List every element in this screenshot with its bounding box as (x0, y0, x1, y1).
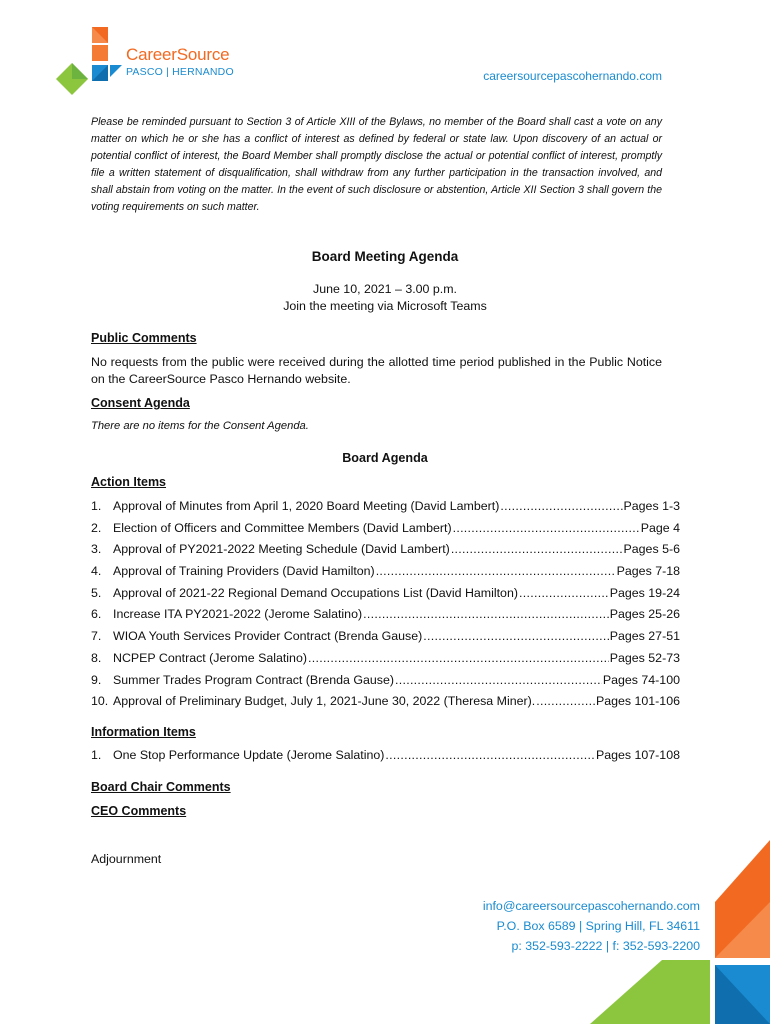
agenda-item (91, 629, 680, 651)
agenda-item-number: 1. (91, 499, 102, 513)
meeting-join-line: Join the meeting via Microsoft Teams (283, 299, 487, 313)
agenda-item-leader (363, 607, 609, 621)
agenda-item-leader (376, 564, 616, 578)
agenda-item-label: Approval of Training Providers (David Hamilton) (113, 564, 375, 579)
action-items-heading: Action Items (91, 475, 167, 489)
agenda-item-leader (423, 629, 608, 643)
agenda-item-leader (395, 673, 602, 687)
consent-agenda-text: There are no items for the Consent Agenda. (91, 420, 309, 432)
agenda-item-number: 5. (91, 585, 102, 600)
board-chair-comments-heading: Board Chair Comments (91, 780, 231, 794)
agenda-item-pages: Pages 7-18 (616, 564, 680, 579)
agenda-item-pages: Pages 5-6 (623, 542, 680, 557)
agenda-item-leader (308, 651, 609, 665)
ceo-comments-heading: CEO Comments (91, 804, 187, 818)
agenda-item-number: 3. (91, 542, 102, 557)
footer-address: P.O. Box 6589 | Spring Hill, FL 34611 (496, 919, 700, 933)
agenda-item (91, 673, 680, 695)
agenda-item-leader (519, 586, 609, 600)
agenda-item-label: WIOA Youth Services Provider Contract (Brenda Gause) (113, 629, 423, 644)
agenda-item-pages: Pages 1-3 (623, 499, 680, 513)
agenda-item-label: One Stop Performance Update (Jerome Salatino) (113, 748, 385, 762)
logo (56, 25, 256, 100)
agenda-item (91, 564, 680, 586)
board-agenda-title: Board Agenda (342, 451, 428, 465)
agenda-item-pages: Pages 27-51 (609, 629, 680, 644)
agenda-item-label: NCPEP Contract (Jerome Salatino) (113, 650, 307, 665)
agenda-item-pages: Pages 101-106 (595, 694, 680, 709)
meeting-date: June 10, 2021 – 3.00 p.m. (313, 282, 457, 296)
agenda-item-leader (385, 748, 595, 762)
agenda-item-label: Approval of PY2021-2022 Meeting Schedule (David Lambert) (113, 542, 450, 557)
agenda-item (91, 521, 680, 543)
public-comments-heading: Public Comments (91, 331, 197, 345)
agenda-item-label: Approval of Minutes from April 1, 2020 Board Meeting (David Lambert) (113, 499, 500, 513)
agenda-item-leader (451, 542, 623, 556)
agenda-item (91, 499, 680, 521)
logo-sub-text: PASCO | HERNANDO (126, 66, 234, 78)
information-items-list (91, 748, 680, 770)
action-items-list (91, 499, 680, 716)
agenda-item (91, 542, 680, 564)
consent-agenda-heading: Consent Agenda (91, 396, 190, 410)
agenda-item-number: 1. (91, 748, 102, 762)
agenda-item-label: Approval of Preliminary Budget, July 1, 2021-June 30, 2022 (Theresa Miner). (113, 694, 536, 709)
adjournment: Adjournment (91, 852, 162, 866)
agenda-item-number: 8. (91, 650, 102, 665)
agenda-item-pages: Pages 25-26 (609, 607, 680, 622)
agenda-item (91, 651, 680, 673)
agenda-item-number: 9. (91, 672, 102, 687)
footer-email[interactable]: info@careersourcepascohernando.com (482, 899, 700, 913)
agenda-item-label: Election of Officers and Committee Members (David Lambert) (113, 520, 452, 535)
agenda-item-leader (536, 694, 595, 708)
footer-phone: p: 352-593-2222 | f: 352-593-2200 (511, 939, 700, 953)
agenda-item (91, 694, 680, 716)
logo-brand-text: CareerSource (126, 45, 230, 64)
agenda-item-leader (500, 499, 622, 513)
agenda-item-number: 10. (91, 694, 109, 709)
agenda-item-number: 6. (91, 607, 102, 622)
public-comments-text: No requests from the public were received during the allotted time period published in the Public Notice on the CareerSource Pasco Hernando website. (91, 355, 662, 386)
agenda-item-label: Increase ITA PY2021-2022 (Jerome Salatino) (113, 607, 363, 622)
page-title: Board Meeting Agenda (311, 249, 459, 264)
agenda-item-pages: Pages 19-24 (609, 585, 680, 600)
website-link[interactable]: careersourcepascohernando.com (483, 69, 662, 83)
agenda-item-leader (453, 521, 640, 535)
agenda-item-pages: Pages 107-108 (595, 748, 680, 762)
agenda-item-pages: Pages 74-100 (602, 672, 680, 687)
agenda-item (91, 586, 680, 608)
agenda-item (91, 607, 680, 629)
agenda-item (91, 748, 680, 770)
bylaws-notice: Please be reminded pursuant to Section 3 of Article XIII of the Bylaws, no member of the Board shall cast a vote on any matter on which he or she has a conflict of interest as defined by federal or state law. Upon discovery of an actual or potential conflict of interest, the Board Member shall promptly disclose the actual or potential conflict of interest, promptly file a written statement of disqualification, shall withdraw from any further participation in the transaction involved, and shall abstain from voting on the matter. In the event of such disclosure or abstention, Article XII Section 3 shall govern the voting requirements on such matter. (91, 116, 662, 213)
logo-mark-icon (56, 25, 122, 97)
agenda-item-pages: Pages 52-73 (609, 650, 680, 665)
corner-decoration-icon (590, 840, 770, 1024)
information-items-heading: Information Items (91, 725, 196, 739)
agenda-item-number: 2. (91, 520, 102, 535)
agenda-item-number: 7. (91, 629, 102, 644)
agenda-item-label: Approval of 2021-22 Regional Demand Occupations List (David Hamilton) (113, 585, 518, 600)
agenda-item-number: 4. (91, 564, 102, 579)
agenda-item-pages: Page 4 (640, 520, 680, 535)
agenda-item-label: Summer Trades Program Contract (Brenda Gause) (113, 672, 394, 687)
